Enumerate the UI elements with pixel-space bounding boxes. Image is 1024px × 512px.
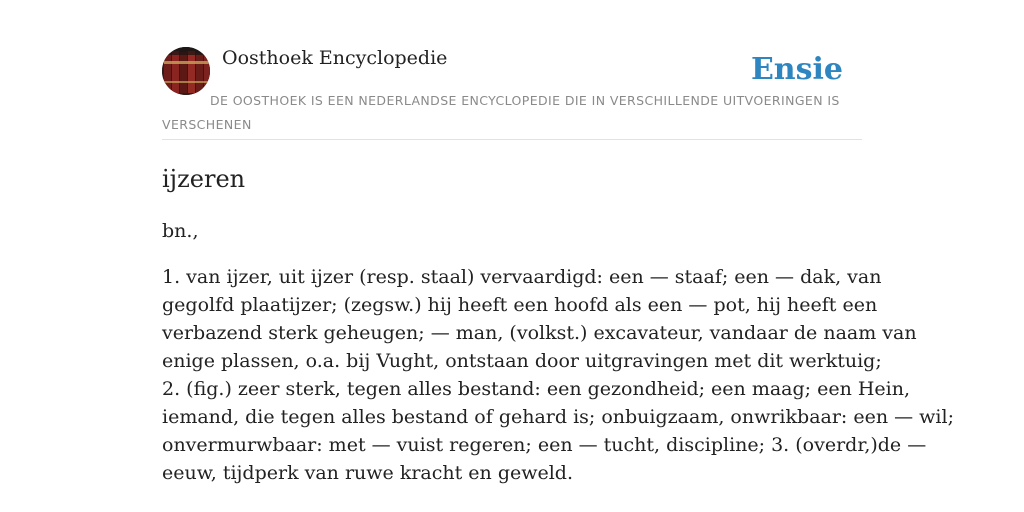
- definition-line: 2. (fig.) zeer sterk, tegen alles bestand: een gezondheid; een maag; een Hein,: [162, 378, 911, 400]
- definition-line: gegolfd plaatijzer; (zegsw.) hij heeft een hoofd als een — pot, hij heeft een: [162, 294, 878, 316]
- brand-logo[interactable]: Ensie: [750, 52, 843, 87]
- definition-line: enige plassen, o.a. bij Vught, ontstaan door uitgravingen met dit werktuig;: [162, 350, 882, 372]
- site-tagline: DE OOSTHOEK IS EEN NEDERLANDSE ENCYCLOPEDIE DIE IN VERSCHILLENDE UITVOERINGEN IS VERSCHENEN: [162, 93, 840, 132]
- definition-line: verbazend sterk geheugen; — man, (volkst.) excavateur, vandaar de naam van: [162, 322, 917, 344]
- site-name[interactable]: Oosthoek Encyclopedie: [222, 47, 448, 69]
- definition-line: onvermurwbaar: met — vuist regeren; een — tucht, discipline; 3. (overdr,)de —: [162, 434, 927, 456]
- definition-line: eeuw, tijdperk van ruwe kracht en geweld.: [162, 462, 574, 484]
- definition-line: 1. van ijzer, uit ijzer (resp. staal) vervaardigd: een — staaf; een — dak, van: [162, 266, 882, 288]
- encyclopedia-books-icon[interactable]: [162, 47, 210, 95]
- site-header: [162, 44, 862, 140]
- definition-line: iemand, die tegen alles bestand of gehard is; onbuigzaam, onwrikbaar: een — wil;: [162, 406, 954, 428]
- entry-definition: [162, 263, 954, 487]
- entry-term: ijzeren: [162, 165, 246, 193]
- part-of-speech: bn.,: [162, 220, 199, 242]
